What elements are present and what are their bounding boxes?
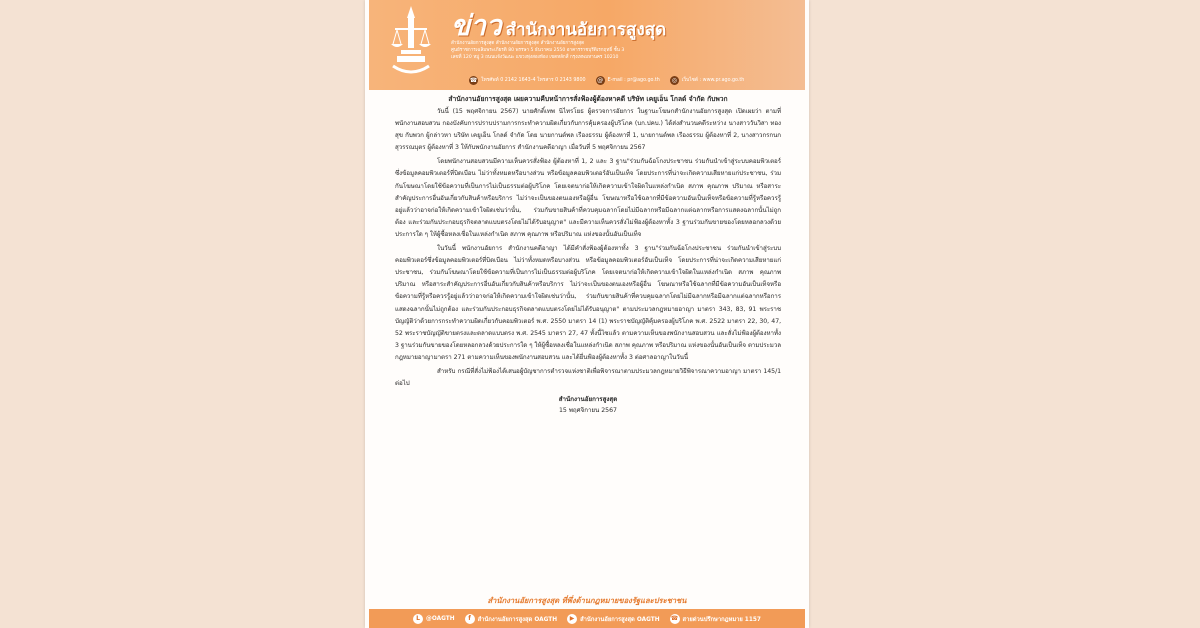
footer-line[interactable] xyxy=(413,614,455,624)
agency-tagline: สำนักงานอัยการสูงสุด ที่พึ่งด้านกฎหมายของรัฐและประชาชน xyxy=(487,596,687,605)
contact-email-text[interactable]: E-mail : pr@ago.go.th xyxy=(607,77,660,83)
article-paragraph: โดยพนักงานสอบสวนมีความเห็นควรสั่งฟ้อง ผู้ต้องหาที่ 1, 2 และ 3 ฐาน"ร่วมกันฉ้อโกงประชาชน ร่วมกันนำเข้าสู่ระบบคอมพิวเตอร์ซึ่งข้อมูลคอมพิวเตอร์ที่บิดเบือน ไม่ว่าทั้งหมดหรือบางส่วน หรือข้อมูลคอมพิวเตอร์อันเป็นเท็จ โดยประการที่น่าจะเกิดความเสียหายแก่ประชาชน, ร่วมกันโฆษณาโดยใช้ข้อความที่เป็นการไม่เป็นธรรมต่อผู้บริโภค โดยเจตนาก่อให้เกิดความเข้าใจผิดในแหล่งกำเนิด สภาพ คุณภาพ ปริมาณ หรือสาระสำคัญประการอื่นอันเกี่ยวกับสินค้าหรือบริการ ไม่ว่าจะเป็นของตนเองหรือผู้อื่น โฆษณาหรือใช้ฉลากที่มีข้อความอันเป็นเท็จหรือข้อความที่รู้หรือควรรู้อยู่แล้วว่าอาจก่อให้เกิดความเข้าใจผิดเช่นว่านั้น, ร่วมกันขายสินค้าที่ควบคุมฉลากโดยไม่มีฉลากหรือมีฉลากแต่ฉลากหรือการแสดงฉลากนั้นไม่ถูกต้อง และร่วมกันประกอบธุรกิจตลาดแบบตรงโดยไม่ได้รับอนุญาต" และมีความเห็นควรสั่งไม่ฟ้องผู้ต้องหาทั้ง 3 ฐานร่วมกันขายของโดยหลอกลวงด้วยประการใด ๆ ให้ผู้ซื้อหลงเชื่อในแหล่งกำเนิด สภาพ คุณภาพ หรือปริมาณ แห่งของนั้นอันเป็นเท็จ xyxy=(395,158,781,238)
hotline-icon: ☎ xyxy=(670,614,679,622)
facebook-icon: f xyxy=(465,614,475,624)
contact-website[interactable] xyxy=(670,76,744,85)
letterhead xyxy=(369,0,805,90)
attorney-general-emblem-icon xyxy=(387,4,435,78)
youtube-icon: ▶ xyxy=(567,614,577,624)
social-footer xyxy=(369,609,805,628)
footer-youtube-text[interactable]: สำนักงานอัยการสูงสุด OAGTH xyxy=(580,616,660,623)
footer-hotline[interactable] xyxy=(670,614,761,624)
article-paragraph: สำหรับ กรณีที่สั่งไม่ฟ้องได้เสนอผู้บัญชาการตำรวจแห่งชาติเพื่อพิจารณาตามประมวลกฎหมายวิธีพิจารณาความอาญา มาตรา 145/1 ต่อไป xyxy=(395,367,781,388)
contact-phone-text: โทรศัพท์ 0 2142 1643-4 โทรสาร 0 2143 9800 xyxy=(481,78,586,83)
agency-address xyxy=(451,40,751,61)
contact-email[interactable] xyxy=(596,76,660,85)
press-release-sheet xyxy=(365,0,809,628)
address-line: ศูนย์ราชการเฉลิมพระเกียรติ 80 พรรษา 5 ธันวาคม 2550 อาคารราชบุรีดิเรกฤทธิ์ ชั้น 3 xyxy=(451,48,625,53)
article-headline: สำนักงานอัยการสูงสุด เผยความคืบหน้าการสั่งฟ้องผู้ต้องหาคดี บริษัท เคยูเอ็น โกลด์ จำกัด กับพวก xyxy=(448,95,728,103)
signature-date: 15 พฤศจิกายน 2567 xyxy=(558,407,617,415)
footer-facebook[interactable] xyxy=(465,614,557,624)
signature-org: สำนักงานอัยการสูงสุด xyxy=(558,396,618,404)
email-icon: @ xyxy=(597,76,604,84)
phone-icon: ☎ xyxy=(469,76,478,84)
news-wordmark: ข่าว xyxy=(451,9,502,42)
web-icon: ◎ xyxy=(671,76,677,84)
contact-phone xyxy=(469,76,586,85)
address-line: เลขที่ 120 หมู่ 3 ถนนแจ้งวัฒนะ แขวงทุ่งสองห้อง เขตหลักสี่ กรุงเทพมหานคร 10210 xyxy=(451,55,619,60)
contact-bar xyxy=(469,74,799,86)
contact-website-text[interactable]: เว็บไซต์ : www.pr.ago.go.th xyxy=(681,78,745,83)
footer-youtube[interactable] xyxy=(567,614,659,624)
address-line: สำนักงานอัยการสูงสุด สำนักงานอัยการสูงสุด สำนักงานอัยการสูงสุด xyxy=(451,41,585,46)
article-paragraph: ในวันนี้ พนักงานอัยการ สำนักงานคดีอาญา ได้มีคำสั่งฟ้องผู้ต้องหาทั้ง 3 ฐาน"ร่วมกันฉ้อโกงประชาชน ร่วมกันนำเข้าสู่ระบบคอมพิวเตอร์ซึ่งข้อมูลคอมพิวเตอร์ที่บิดเบือน ไม่ว่าทั้งหมดหรือบางส่วน หรือข้อมูลคอมพิวเตอร์อันเป็นเท็จ โดยประการที่น่าจะเกิดความเสียหายแก่ประชาชน, ร่วมกันโฆษณาโดยใช้ข้อความที่เป็นการไม่เป็นธรรมต่อผู้บริโภค โดยเจตนาก่อให้เกิดความเข้าใจผิดในแหล่งกำเนิด สภาพ คุณภาพ ปริมาณ หรือสาระสำคัญประการอื่นอันเกี่ยวกับสินค้าหรือบริการ ไม่ว่าจะเป็นของตนเองหรือผู้อื่น โฆษณาหรือใช้ฉลากที่มีข้อความอันเป็นเท็จหรือข้อความที่รู้หรือควรรู้อยู่แล้วว่าอาจก่อให้เกิดความเข้าใจผิดเช่นว่านั้น, ร่วมกันขายสินค้าที่ควบคุมฉลากโดยไม่มีฉลากหรือมีฉลากแต่ฉลากหรือการแสดงฉลากนั้นไม่ถูกต้อง และร่วมกันประกอบธุรกิจตลาดแบบตรงโดยไม่ได้รับอนุญาต" ตามประมวลกฎหมายอาญา มาตรา 343, 83, 91 พระราชบัญญัติว่าด้วยการกระทำความผิดเกี่ยวกับคอมพิวเตอร์ พ.ศ. 2550 มาตรา 14 (1) พระราชบัญญัติคุ้มครองผู้บริโภค พ.ศ. 2522 มาตรา 22, 30, 47, 52 พระราชบัญญัติขายตรงและตลาดแบบตรง พ.ศ. 2545 มาตรา 27, 47 ทั้งนี้ไซแล้ว ตามความเห็นของพนักงานสอบสวน และสั่งไม่ฟ้องผู้ต้องหาทั้ง 3 ฐานร่วมกันขายของโดยหลอกลวงด้วยประการใด ๆ ให้ผู้ซื้อหลงเชื่อในแหล่งกำเนิด สภาพ คุณภาพ หรือปริมาณ แห่งของนั้นอันเป็นเท็จ ตามประมวลกฎหมายอาญามาตรา 271 ตามความเห็นของพนักงานสอบสวน และได้ยื่นฟ้องผู้ต้องหาทั้ง 3 ต่อศาลอาญาในวันนี้ xyxy=(395,245,781,361)
agency-name: สำนักงานอัยการสูงสุด xyxy=(505,20,667,40)
footer-hotline-text[interactable]: สายด่วนปรึกษากฎหมาย 1157 xyxy=(682,616,761,623)
signature-block xyxy=(395,394,781,416)
article-body xyxy=(395,94,781,416)
footer-facebook-text[interactable]: สำนักงานอัยการสูงสุด OAGTH xyxy=(477,616,558,623)
footer-line-text[interactable]: @OAGTH xyxy=(426,615,455,622)
line-icon: L xyxy=(413,614,423,624)
article-paragraph: วันนี้ (15 พฤศจิกายน 2567) นายศักดิ์เทพ นิไทรโยธ ผู้ตรวจการอัยการ ในฐานะโฆษกสำนักงานอัยการสูงสุด เปิดเผยว่า ตามที่พนักงานสอบสวน กองบังคับการปราบปรามการกระทำความผิดเกี่ยวกับการคุ้มครองผู้บริโภค (บก.ปคบ.) ได้ส่งสำนวนคดีระหว่าง นางสาววันวิสา ทองสุข กับพวก ผู้กล่าวหา บริษัท เคยูเอ็น โกลด์ จำกัด โดย นายกานต์พล เรืองธรรม ผู้ต้องหาที่ 1, นายกานต์พล เรืองธรรม ผู้ต้องหาที่ 2, นางสาวกรกนก สุวรรณบุตร ผู้ต้องหาที่ 3 ให้กับพนักงานอัยการ สำนักงานคดีอาญา เมื่อวันที่ 5 พฤศจิกายน 2567 xyxy=(395,108,781,152)
